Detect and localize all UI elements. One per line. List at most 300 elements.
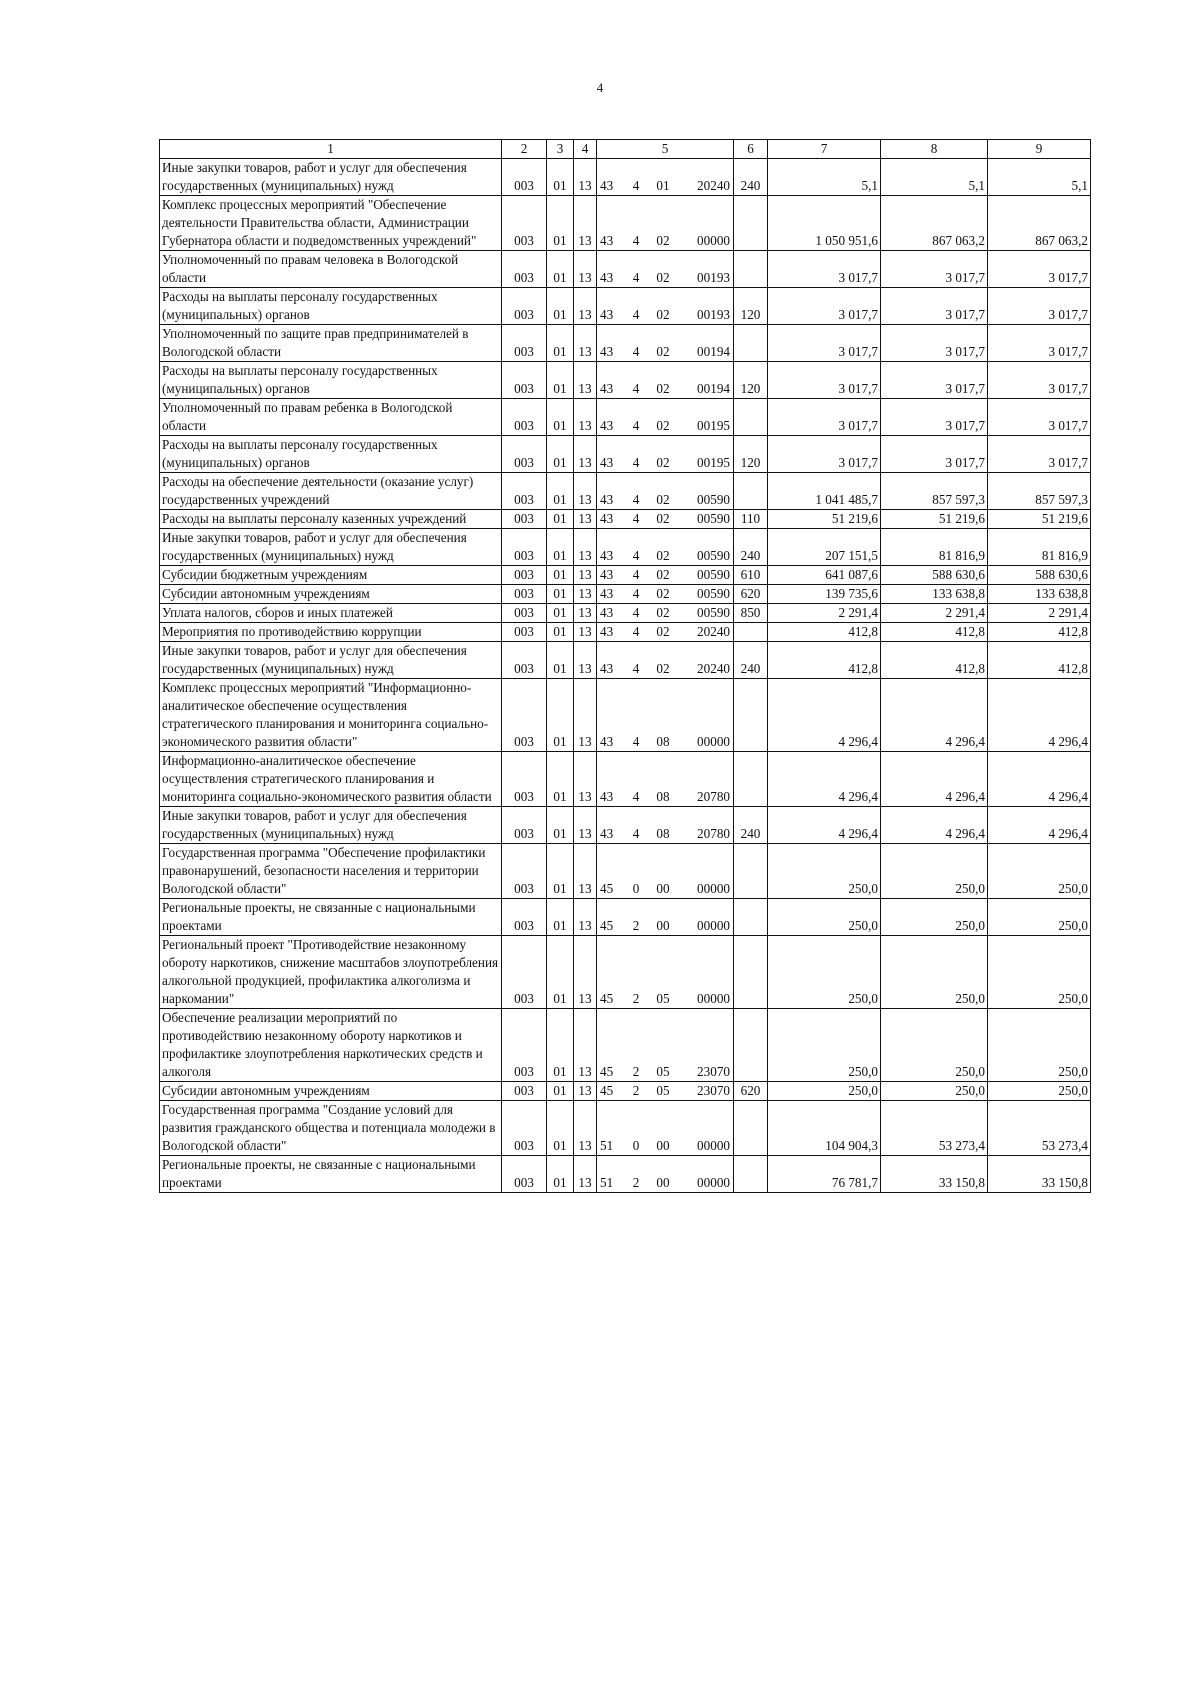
header-cell: 5 — [597, 140, 734, 159]
amount-col-7: 3 017,7 — [768, 436, 881, 473]
code-part-d: 20240 — [697, 661, 730, 676]
amount-col-8: 3 017,7 — [881, 436, 988, 473]
header-cell: 3 — [547, 140, 574, 159]
code-part-p: 43 — [600, 492, 614, 507]
code-part-m: 01 — [656, 178, 670, 193]
code-part-p: 43 — [600, 178, 614, 193]
target-article-code — [597, 585, 734, 604]
code-part-d: 20240 — [697, 624, 730, 639]
amount-col-9: 250,0 — [988, 1082, 1091, 1101]
ministry-code: 003 — [502, 436, 547, 473]
code-part-m: 02 — [656, 270, 670, 285]
amount-col-7: 641 087,6 — [768, 566, 881, 585]
code-part-m: 00 — [656, 881, 670, 896]
expense-name: Расходы на выплаты персоналу казенных учреждений — [160, 510, 502, 529]
amount-col-9: 857 597,3 — [988, 473, 1091, 510]
amount-col-7: 4 296,4 — [768, 679, 881, 752]
section-code: 01 — [547, 362, 574, 399]
section-code: 01 — [547, 807, 574, 844]
ministry-code: 003 — [502, 566, 547, 585]
amount-col-8: 412,8 — [881, 623, 988, 642]
amount-col-7: 250,0 — [768, 844, 881, 899]
table-row — [160, 585, 1091, 604]
amount-col-7: 412,8 — [768, 623, 881, 642]
ministry-code: 003 — [502, 399, 547, 436]
code-part-s: 4 — [632, 661, 640, 676]
amount-col-8: 51 219,6 — [881, 510, 988, 529]
subsection-code: 13 — [574, 807, 597, 844]
code-part-m: 02 — [656, 344, 670, 359]
amount-col-7: 104 904,3 — [768, 1101, 881, 1156]
code-part-d: 00193 — [697, 270, 730, 285]
amount-col-8: 588 630,6 — [881, 566, 988, 585]
section-code: 01 — [547, 566, 574, 585]
table-row — [160, 752, 1091, 807]
code-part-p: 43 — [600, 381, 614, 396]
expense-type-code — [734, 473, 768, 510]
amount-col-9: 250,0 — [988, 899, 1091, 936]
table-row — [160, 196, 1091, 251]
header-cell: 1 — [160, 140, 502, 159]
subsection-code: 13 — [574, 362, 597, 399]
expense-name: Расходы на выплаты персоналу государственных (муниципальных) органов — [160, 436, 502, 473]
table-row — [160, 362, 1091, 399]
expense-name: Региональный проект "Противодействие незаконному обороту наркотиков, снижение масштабов злоупотребления алкогольной продукцией, профилактика алкоголизма и наркомании" — [160, 936, 502, 1009]
subsection-code: 13 — [574, 288, 597, 325]
section-code: 01 — [547, 752, 574, 807]
expense-name: Региональные проекты, не связанные с национальными проектами — [160, 1156, 502, 1193]
code-part-s: 4 — [632, 455, 640, 470]
expense-type-code — [734, 844, 768, 899]
amount-col-8: 4 296,4 — [881, 807, 988, 844]
code-part-d: 00193 — [697, 307, 730, 322]
code-part-m: 05 — [656, 1064, 670, 1079]
code-part-p: 45 — [600, 1064, 614, 1079]
table-row — [160, 807, 1091, 844]
code-part-p: 43 — [600, 826, 614, 841]
expense-type-code — [734, 325, 768, 362]
code-part-s: 4 — [632, 624, 640, 639]
ministry-code: 003 — [502, 288, 547, 325]
code-part-s: 0 — [632, 1138, 640, 1153]
amount-col-9: 5,1 — [988, 159, 1091, 196]
subsection-code: 13 — [574, 899, 597, 936]
section-code: 01 — [547, 604, 574, 623]
target-article-code — [597, 251, 734, 288]
expense-type-code: 120 — [734, 436, 768, 473]
amount-col-8: 53 273,4 — [881, 1101, 988, 1156]
code-part-s: 4 — [632, 567, 640, 582]
code-part-m: 00 — [656, 1138, 670, 1153]
expense-type-code: 110 — [734, 510, 768, 529]
target-article-code — [597, 159, 734, 196]
amount-col-7: 3 017,7 — [768, 399, 881, 436]
section-code: 01 — [547, 196, 574, 251]
section-code: 01 — [547, 679, 574, 752]
table-row — [160, 623, 1091, 642]
table-row — [160, 529, 1091, 566]
amount-col-8: 81 816,9 — [881, 529, 988, 566]
subsection-code: 13 — [574, 936, 597, 1009]
code-part-p: 43 — [600, 511, 614, 526]
code-part-d: 00590 — [697, 586, 730, 601]
table-body — [160, 159, 1091, 1193]
code-part-s: 4 — [632, 511, 640, 526]
target-article-code — [597, 1082, 734, 1101]
code-part-d: 00000 — [697, 734, 730, 749]
amount-col-8: 4 296,4 — [881, 752, 988, 807]
expense-type-code — [734, 1009, 768, 1082]
code-part-m: 02 — [656, 661, 670, 676]
amount-col-9: 81 816,9 — [988, 529, 1091, 566]
table-row — [160, 1156, 1091, 1193]
expense-type-code — [734, 752, 768, 807]
expense-name: Государственная программа "Обеспечение профилактики правонарушений, безопасности населения и территории Вологодской области" — [160, 844, 502, 899]
subsection-code: 13 — [574, 1101, 597, 1156]
code-part-p: 43 — [600, 586, 614, 601]
subsection-code: 13 — [574, 752, 597, 807]
code-part-s: 4 — [632, 233, 640, 248]
amount-col-7: 51 219,6 — [768, 510, 881, 529]
expense-type-code: 120 — [734, 288, 768, 325]
expense-name: Расходы на выплаты персоналу государственных (муниципальных) органов — [160, 288, 502, 325]
code-part-d: 00000 — [697, 1138, 730, 1153]
amount-col-9: 3 017,7 — [988, 325, 1091, 362]
expense-name: Уполномоченный по правам человека в Вологодской области — [160, 251, 502, 288]
code-part-d: 00000 — [697, 233, 730, 248]
header-cell: 7 — [768, 140, 881, 159]
ministry-code: 003 — [502, 899, 547, 936]
code-part-p: 43 — [600, 455, 614, 470]
amount-col-8: 250,0 — [881, 899, 988, 936]
target-article-code — [597, 752, 734, 807]
amount-col-8: 3 017,7 — [881, 399, 988, 436]
code-part-p: 43 — [600, 548, 614, 563]
code-part-p: 45 — [600, 1083, 614, 1098]
subsection-code: 13 — [574, 679, 597, 752]
code-part-m: 08 — [656, 734, 670, 749]
code-part-p: 43 — [600, 567, 614, 582]
subsection-code: 13 — [574, 325, 597, 362]
code-part-d: 00194 — [697, 381, 730, 396]
amount-col-8: 3 017,7 — [881, 251, 988, 288]
amount-col-9: 588 630,6 — [988, 566, 1091, 585]
budget-table — [159, 139, 1091, 1193]
page-number: 4 — [596, 80, 604, 95]
header-cell: 9 — [988, 140, 1091, 159]
amount-col-7: 3 017,7 — [768, 325, 881, 362]
subsection-code: 13 — [574, 196, 597, 251]
target-article-code — [597, 196, 734, 251]
subsection-code: 13 — [574, 585, 597, 604]
target-article-code — [597, 1009, 734, 1082]
amount-col-7: 139 735,6 — [768, 585, 881, 604]
ministry-code: 003 — [502, 679, 547, 752]
code-part-p: 45 — [600, 918, 614, 933]
code-part-d: 20240 — [697, 178, 730, 193]
code-part-s: 4 — [632, 492, 640, 507]
expense-name: Расходы на обеспечение деятельности (оказание услуг) государственных учреждений — [160, 473, 502, 510]
expense-name: Расходы на выплаты персоналу государственных (муниципальных) органов — [160, 362, 502, 399]
expense-name: Информационно-аналитическое обеспечение осуществления стратегического планирования и мониторинга социально-экономического развития области — [160, 752, 502, 807]
code-part-m: 02 — [656, 605, 670, 620]
target-article-code — [597, 642, 734, 679]
target-article-code — [597, 936, 734, 1009]
target-article-code — [597, 566, 734, 585]
header-cell: 6 — [734, 140, 768, 159]
table-row — [160, 473, 1091, 510]
amount-col-9: 2 291,4 — [988, 604, 1091, 623]
code-part-p: 43 — [600, 307, 614, 322]
expense-name: Региональные проекты, не связанные с национальными проектами — [160, 899, 502, 936]
code-part-d: 23070 — [697, 1083, 730, 1098]
code-part-d: 00195 — [697, 418, 730, 433]
code-part-s: 4 — [632, 605, 640, 620]
code-part-p: 43 — [600, 624, 614, 639]
target-article-code — [597, 1156, 734, 1193]
code-part-p: 43 — [600, 789, 614, 804]
expense-name: Субсидии автономным учреждениям — [160, 1082, 502, 1101]
subsection-code: 13 — [574, 1009, 597, 1082]
expense-type-code — [734, 251, 768, 288]
code-part-s: 4 — [632, 734, 640, 749]
subsection-code: 13 — [574, 159, 597, 196]
code-part-d: 00000 — [697, 918, 730, 933]
section-code: 01 — [547, 436, 574, 473]
code-part-m: 02 — [656, 492, 670, 507]
amount-col-9: 4 296,4 — [988, 807, 1091, 844]
expense-type-code: 240 — [734, 642, 768, 679]
target-article-code — [597, 362, 734, 399]
amount-col-7: 207 151,5 — [768, 529, 881, 566]
amount-col-8: 250,0 — [881, 936, 988, 1009]
amount-col-8: 133 638,8 — [881, 585, 988, 604]
amount-col-7: 3 017,7 — [768, 362, 881, 399]
table-row — [160, 566, 1091, 585]
amount-col-9: 53 273,4 — [988, 1101, 1091, 1156]
section-code: 01 — [547, 844, 574, 899]
target-article-code — [597, 436, 734, 473]
table-row — [160, 325, 1091, 362]
expense-type-code — [734, 899, 768, 936]
table-row — [160, 899, 1091, 936]
code-part-p: 43 — [600, 418, 614, 433]
code-part-s: 4 — [632, 548, 640, 563]
section-code: 01 — [547, 585, 574, 604]
code-part-m: 02 — [656, 233, 670, 248]
expense-type-code: 620 — [734, 585, 768, 604]
section-code: 01 — [547, 1156, 574, 1193]
subsection-code: 13 — [574, 529, 597, 566]
code-part-s: 2 — [632, 1064, 640, 1079]
code-part-m: 02 — [656, 567, 670, 582]
expense-type-code: 610 — [734, 566, 768, 585]
amount-col-9: 3 017,7 — [988, 399, 1091, 436]
header-cell: 8 — [881, 140, 988, 159]
code-part-m: 08 — [656, 826, 670, 841]
amount-col-8: 250,0 — [881, 844, 988, 899]
amount-col-9: 250,0 — [988, 844, 1091, 899]
ministry-code: 003 — [502, 1101, 547, 1156]
subsection-code: 13 — [574, 623, 597, 642]
amount-col-8: 5,1 — [881, 159, 988, 196]
code-part-d: 00590 — [697, 605, 730, 620]
amount-col-8: 33 150,8 — [881, 1156, 988, 1193]
code-part-m: 00 — [656, 918, 670, 933]
section-code: 01 — [547, 473, 574, 510]
expense-name: Мероприятия по противодействию коррупции — [160, 623, 502, 642]
ministry-code: 003 — [502, 196, 547, 251]
section-code: 01 — [547, 510, 574, 529]
code-part-d: 00590 — [697, 567, 730, 582]
amount-col-7: 1 050 951,6 — [768, 196, 881, 251]
target-article-code — [597, 899, 734, 936]
expense-name: Комплекс процессных мероприятий "Информационно-аналитическое обеспечение осуществления стратегического планирования и мониторинга социально-экономического развития области" — [160, 679, 502, 752]
table-row — [160, 399, 1091, 436]
amount-col-7: 76 781,7 — [768, 1156, 881, 1193]
expense-type-code — [734, 399, 768, 436]
amount-col-7: 4 296,4 — [768, 752, 881, 807]
table-row — [160, 510, 1091, 529]
expense-name: Иные закупки товаров, работ и услуг для обеспечения государственных (муниципальных) нужд — [160, 642, 502, 679]
code-part-m: 02 — [656, 307, 670, 322]
ministry-code: 003 — [502, 325, 547, 362]
expense-type-code — [734, 679, 768, 752]
expense-type-code: 240 — [734, 807, 768, 844]
ministry-code: 003 — [502, 473, 547, 510]
subsection-code: 13 — [574, 436, 597, 473]
amount-col-8: 3 017,7 — [881, 288, 988, 325]
expense-type-code — [734, 1101, 768, 1156]
target-article-code — [597, 288, 734, 325]
subsection-code: 13 — [574, 566, 597, 585]
ministry-code: 003 — [502, 807, 547, 844]
expense-type-code: 850 — [734, 604, 768, 623]
target-article-code — [597, 679, 734, 752]
code-part-s: 4 — [632, 586, 640, 601]
table-row — [160, 679, 1091, 752]
section-code: 01 — [547, 1101, 574, 1156]
ministry-code: 003 — [502, 251, 547, 288]
table-row — [160, 844, 1091, 899]
amount-col-7: 4 296,4 — [768, 807, 881, 844]
code-part-m: 02 — [656, 511, 670, 526]
subsection-code: 13 — [574, 604, 597, 623]
expense-name: Обеспечение реализации мероприятий по противодействию незаконному обороту наркотиков и профилактике злоупотребления наркотических средств и алкоголя — [160, 1009, 502, 1082]
section-code: 01 — [547, 623, 574, 642]
target-article-code — [597, 529, 734, 566]
section-code: 01 — [547, 251, 574, 288]
code-part-p: 43 — [600, 233, 614, 248]
code-part-d: 00000 — [697, 881, 730, 896]
amount-col-7: 3 017,7 — [768, 288, 881, 325]
target-article-code — [597, 399, 734, 436]
section-code: 01 — [547, 159, 574, 196]
code-part-d: 00000 — [697, 991, 730, 1006]
code-part-p: 43 — [600, 605, 614, 620]
code-part-m: 02 — [656, 381, 670, 396]
section-code: 01 — [547, 1009, 574, 1082]
amount-col-7: 250,0 — [768, 1009, 881, 1082]
section-code: 01 — [547, 288, 574, 325]
amount-col-9: 33 150,8 — [988, 1156, 1091, 1193]
amount-col-9: 3 017,7 — [988, 362, 1091, 399]
ministry-code: 003 — [502, 936, 547, 1009]
subsection-code: 13 — [574, 1082, 597, 1101]
amount-col-9: 4 296,4 — [988, 679, 1091, 752]
amount-col-7: 412,8 — [768, 642, 881, 679]
expense-type-code: 240 — [734, 159, 768, 196]
code-part-m: 02 — [656, 548, 670, 563]
code-part-m: 02 — [656, 586, 670, 601]
amount-col-9: 250,0 — [988, 936, 1091, 1009]
code-part-d: 00590 — [697, 511, 730, 526]
expense-name: Уполномоченный по защите прав предпринимателей в Вологодской области — [160, 325, 502, 362]
expense-name: Комплекс процессных мероприятий "Обеспечение деятельности Правительства области, Администрации Губернатора области и подведомственных учреждений" — [160, 196, 502, 251]
amount-col-9: 133 638,8 — [988, 585, 1091, 604]
code-part-p: 43 — [600, 734, 614, 749]
table-row — [160, 1101, 1091, 1156]
expense-type-code: 620 — [734, 1082, 768, 1101]
code-part-p: 43 — [600, 661, 614, 676]
amount-col-8: 2 291,4 — [881, 604, 988, 623]
ministry-code: 003 — [502, 1156, 547, 1193]
expense-type-code — [734, 936, 768, 1009]
amount-col-7: 250,0 — [768, 936, 881, 1009]
code-part-d: 00000 — [697, 1175, 730, 1190]
subsection-code: 13 — [574, 399, 597, 436]
target-article-code — [597, 510, 734, 529]
amount-col-8: 3 017,7 — [881, 362, 988, 399]
target-article-code — [597, 473, 734, 510]
code-part-p: 43 — [600, 344, 614, 359]
expense-type-code — [734, 623, 768, 642]
section-code: 01 — [547, 529, 574, 566]
code-part-s: 2 — [632, 1175, 640, 1190]
code-part-d: 00590 — [697, 548, 730, 563]
expense-name: Иные закупки товаров, работ и услуг для обеспечения государственных (муниципальных) нужд — [160, 807, 502, 844]
expense-name: Субсидии бюджетным учреждениям — [160, 566, 502, 585]
code-part-s: 4 — [632, 307, 640, 322]
amount-col-8: 250,0 — [881, 1009, 988, 1082]
code-part-p: 51 — [600, 1138, 614, 1153]
ministry-code: 003 — [502, 1082, 547, 1101]
amount-col-8: 4 296,4 — [881, 679, 988, 752]
code-part-s: 2 — [632, 1083, 640, 1098]
amount-col-9: 250,0 — [988, 1009, 1091, 1082]
code-part-s: 2 — [632, 918, 640, 933]
table-row — [160, 936, 1091, 1009]
code-part-s: 0 — [632, 881, 640, 896]
code-part-d: 00194 — [697, 344, 730, 359]
ministry-code: 003 — [502, 604, 547, 623]
amount-col-9: 4 296,4 — [988, 752, 1091, 807]
subsection-code: 13 — [574, 510, 597, 529]
ministry-code: 003 — [502, 642, 547, 679]
amount-col-8: 857 597,3 — [881, 473, 988, 510]
expense-type-code — [734, 196, 768, 251]
subsection-code: 13 — [574, 642, 597, 679]
code-part-s: 4 — [632, 270, 640, 285]
target-article-code — [597, 604, 734, 623]
table-row — [160, 1009, 1091, 1082]
expense-name: Иные закупки товаров, работ и услуг для обеспечения государственных (муниципальных) нужд — [160, 529, 502, 566]
target-article-code — [597, 325, 734, 362]
ministry-code: 003 — [502, 1009, 547, 1082]
ministry-code: 003 — [502, 623, 547, 642]
code-part-s: 4 — [632, 789, 640, 804]
code-part-m: 02 — [656, 624, 670, 639]
